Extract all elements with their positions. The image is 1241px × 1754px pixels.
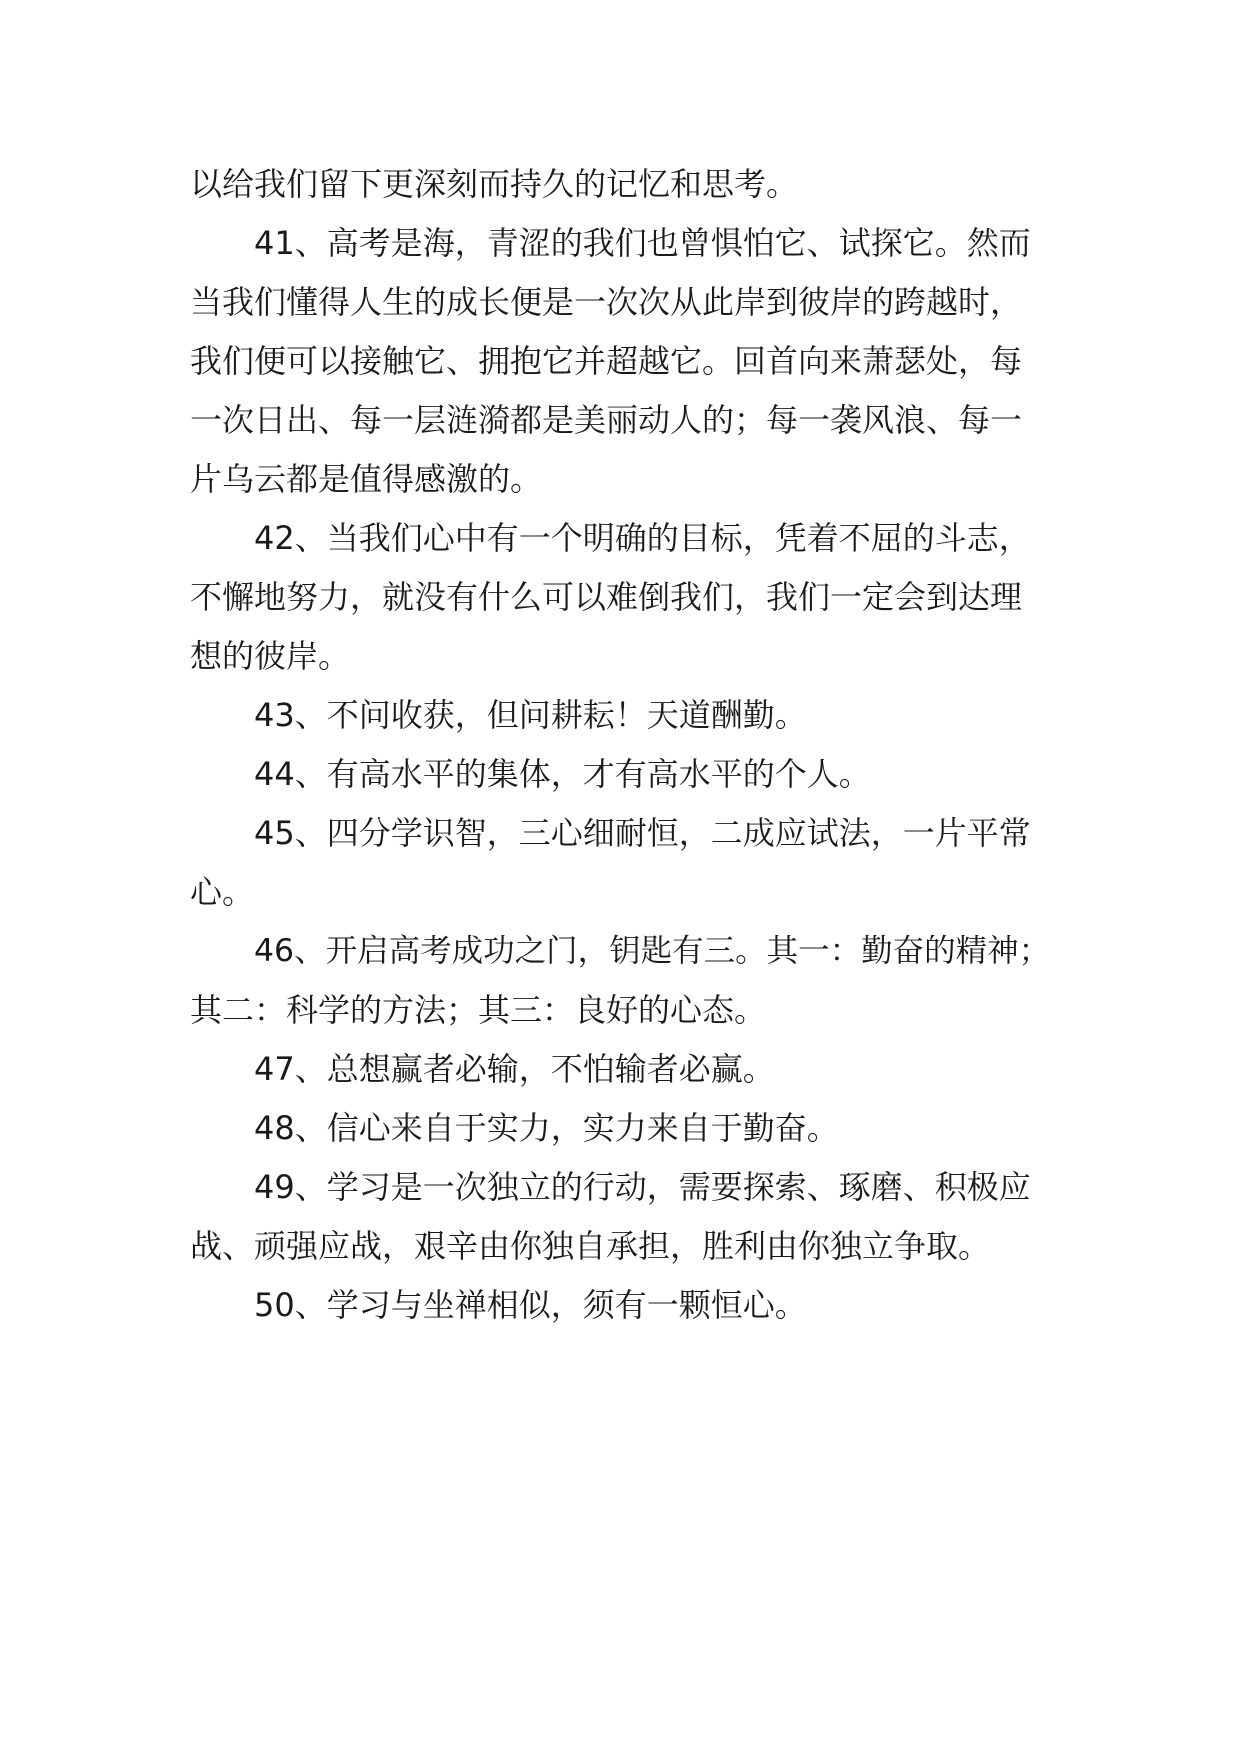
item-45-line-1: 45、四分学识智，三心细耐恒，二成应试法，一片平常 <box>254 814 1031 852</box>
item-49-line-2: 战、顽强应战，艰辛由你独自承担，胜利由你独立争取。 <box>190 1227 991 1265</box>
item-46-line-2: 其二：科学的方法；其三：良好的心态。 <box>190 991 767 1029</box>
item-42-line-1: 42、当我们心中有一个明确的目标，凭着不屈的斗志， <box>254 519 1031 557</box>
continuation-line: 以给我们留下更深刻而持久的记忆和思考。 <box>190 165 799 203</box>
item-42-line-3: 想的彼岸。 <box>190 637 351 675</box>
item-44-line-1: 44、有高水平的集体，才有高水平的个人。 <box>254 755 871 793</box>
item-41-line-5: 片乌云都是值得感激的。 <box>190 460 543 498</box>
item-45-line-2: 心。 <box>190 873 255 911</box>
item-50-line-1: 50、学习与坐禅相似，须有一颗恒心。 <box>254 1286 807 1324</box>
item-48-line-1: 48、信心来自于实力，实力来自于勤奋。 <box>254 1109 839 1147</box>
item-49-line-1: 49、学习是一次独立的行动，需要探索、琢磨、积极应 <box>254 1168 1031 1206</box>
item-42-line-2: 不懈地努力，就没有什么可以难倒我们，我们一定会到达理 <box>190 578 1023 616</box>
item-41-line-1: 41、高考是海，青涩的我们也曾惧怕它、试探它。然而 <box>254 224 1031 262</box>
item-41-line-3: 我们便可以接触它、拥抱它并超越它。回首向来萧瑟处，每 <box>190 342 1023 380</box>
item-47-line-1: 47、总想赢者必输，不怕输者必赢。 <box>254 1050 775 1088</box>
item-41-line-2: 当我们懂得人生的成长便是一次次从此岸到彼岸的跨越时， <box>190 283 1023 321</box>
item-41-line-4: 一次日出、每一层涟漪都是美丽动人的；每一袭风浪、每一 <box>190 401 1023 439</box>
item-46-line-1: 46、开启高考成功之门，钥匙有三。其一：勤奋的精神； <box>254 933 1051 969</box>
item-43-line-1: 43、不问收获，但问耕耘！天道酬勤。 <box>254 696 807 734</box>
